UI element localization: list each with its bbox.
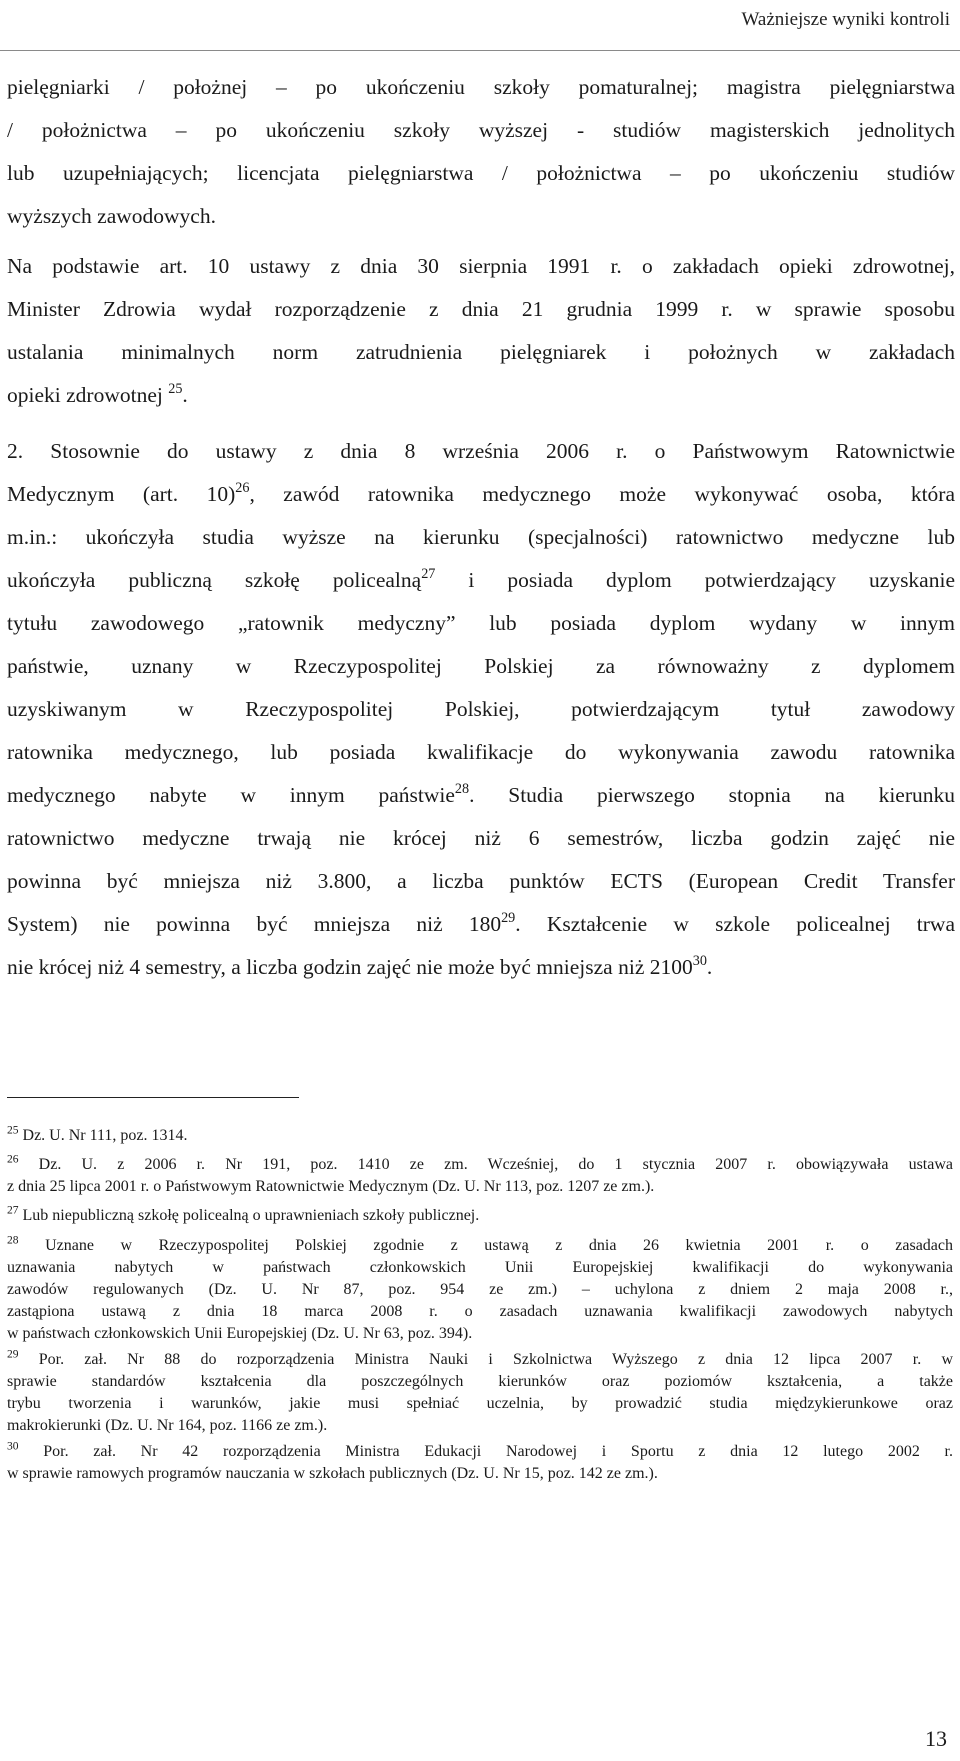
body-line: tytułu zawodowego „ratownik medyczny” lub posiada dyplom wydany w innym xyxy=(7,611,955,635)
footnote-ref[interactable]: 27 xyxy=(421,566,436,583)
footnote-number: 28 xyxy=(7,1235,19,1247)
footnote-number: 30 xyxy=(7,1441,19,1453)
body-line: Medycznym (art. 10)$^{26}$, zawód ratownika medycznego może wykonywać osoba, która xyxy=(7,480,955,506)
body-line: 2. Stosownie do ustawy z dnia 8 września 2006 r. o Państwowym Ratownictwie xyxy=(7,439,955,463)
body-line: / położnictwa – po ukończeniu szkoły wyższej - studiów magisterskich jednolitych xyxy=(7,118,955,142)
footnote-number: 29 xyxy=(7,1349,19,1361)
body-line: Minister Zdrowia wydał rozporządzenie z dnia 21 grudnia 1999 r. w sprawie sposobu xyxy=(7,297,955,321)
footnote-line: $^{25}$ Dz. U. Nr 111, poz. 1314. xyxy=(7,1124,188,1144)
body-line: lub uzupełniających; licencjata pielęgniarstwa / położnictwa – po ukończeniu studiów xyxy=(7,161,955,185)
footnote-ref[interactable]: 30 xyxy=(692,953,707,970)
footnote-line: makrokierunki (Dz. U. Nr 164, poz. 1166 ze zm.). xyxy=(7,1417,328,1434)
page-header xyxy=(0,0,960,51)
page-number: 13 xyxy=(925,1726,947,1751)
footnote-line: trybu tworzenia i warunków, jakie musi spełniać uczelnia, by prowadzić studia międzykierunkowe oraz xyxy=(7,1395,953,1412)
footnote-line: sprawie standardów kształcenia dla poszczególnych kierunków oraz poziomów kształcenia, a także xyxy=(7,1373,953,1390)
body-line: ratownika medycznego, lub posiada kwalifikacje do wykonywania zawodu ratownika xyxy=(7,740,955,764)
body-line: ustalania minimalnych norm zatrudnienia pielęgniarek i położnych w zakładach xyxy=(7,340,955,364)
footnote-ref[interactable]: 26 xyxy=(235,480,250,497)
footnote-line: w sprawie ramowych programów nauczania w szkołach publicznych (Dz. U. Nr 15, poz. 142 ze zm.). xyxy=(7,1465,658,1482)
footnote-line: $^{30}$ Por. zał. Nr 42 rozporządzenia Ministra Edukacji Narodowej i Sportu z dnia 12 lutego 2002 r. xyxy=(7,1441,953,1460)
footnote-line: zawodów regulowanych (Dz. U. Nr 87, poz. 954 ze zm.) – uchylona z dniem 2 maja 2008 r., xyxy=(7,1281,953,1298)
footnote-line: uznawania nabytych w państwach członkowskich Unii Europejskiej kwalifikacji do wykonywania xyxy=(7,1259,953,1276)
body-line: powinna być mniejsza niż 3.800, a liczba punktów ECTS (European Credit Transfer xyxy=(7,869,955,893)
footnote-line: $^{26}$ Dz. U. z 2006 r. Nr 191, poz. 1410 ze zm. Wcześniej, do 1 stycznia 2007 r. obowiązywała ustawa xyxy=(7,1154,953,1173)
footnote-line: $^{28}$ Uznane w Rzeczypospolitej Polskiej zgodnie z ustawą z dnia 26 kwietnia 2001 r. o zasadach xyxy=(7,1235,953,1254)
footnote-line: zastąpiona ustawą z dnia 18 marca 2008 r. o zasadach uznawania kwalifikacji zawodowych nabytych xyxy=(7,1303,953,1320)
body-line: Na podstawie art. 10 ustawy z dnia 30 sierpnia 1991 r. o zakładach opieki zdrowotnej, xyxy=(7,254,955,278)
footnote-ref[interactable]: 28 xyxy=(454,781,470,798)
body-line: nie krócej niż 4 semestry, a liczba godzin zajęć nie może być mniejsza niż 2100$^{30}$. xyxy=(7,953,713,979)
footnote-line: $^{29}$ Por. zał. Nr 88 do rozporządzenia Ministra Nauki i Szkolnictwa Wyższego z dnia 12 lipca 2007 r. w xyxy=(7,1349,953,1368)
body-line: medycznego nabyte w innym państwie$^{28}$. Studia pierwszego stopnia na kierunku xyxy=(7,781,955,807)
body-line: wyższych zawodowych. xyxy=(7,204,216,228)
footnote-ref[interactable]: 29 xyxy=(501,910,516,927)
body-line: pielęgniarki / położnej – po ukończeniu szkoły pomaturalnej; magistra pielęgniarstwa xyxy=(7,75,955,99)
body-line: opieki zdrowotnej $^{25}$. xyxy=(7,381,188,407)
footnote-line: z dnia 25 lipca 2001 r. o Państwowym Ratownictwie Medycznym (Dz. U. Nr 113, poz. 1207 ze zm.). xyxy=(7,1178,655,1195)
footnote-ref[interactable]: 25 xyxy=(168,381,183,398)
body-line: państwie, uznany w Rzeczypospolitej Polskiej za równoważny z dyplomem xyxy=(7,654,955,678)
footnote-number: 26 xyxy=(7,1154,19,1166)
footnote-line: $^{27}$ Lub niepubliczną szkołę policealną o uprawnieniach szkoły publicznej. xyxy=(7,1204,480,1224)
footnote-number: 25 xyxy=(7,1124,19,1137)
body-line: uzyskiwanym w Rzeczypospolitej Polskiej, potwierdzającym tytuł zawodowy xyxy=(7,697,955,721)
body-line: ukończyła publiczną szkołę policealną$^{27}$ i posiada dyplom potwierdzający uzyskanie xyxy=(7,566,955,592)
footnote-line: w państwach członkowskich Unii Europejskiej (Dz. U. Nr 63, poz. 394). xyxy=(7,1325,473,1342)
footnote-separator xyxy=(7,1097,299,1098)
footnote-number: 27 xyxy=(7,1204,19,1217)
running-header-title: Ważniejsze wyniki kontroli xyxy=(741,9,950,30)
body-line: ratownictwo medyczne trwają nie krócej niż 6 semestrów, liczba godzin zajęć nie xyxy=(7,826,955,850)
body-line: System) nie powinna być mniejsza niż $180^{29}$. Kształcenie w szkole policealnej trwa xyxy=(7,910,955,936)
body-line: m.in.: ukończyła studia wyższe na kierunku (specjalności) ratownictwo medyczne lub xyxy=(7,525,955,549)
